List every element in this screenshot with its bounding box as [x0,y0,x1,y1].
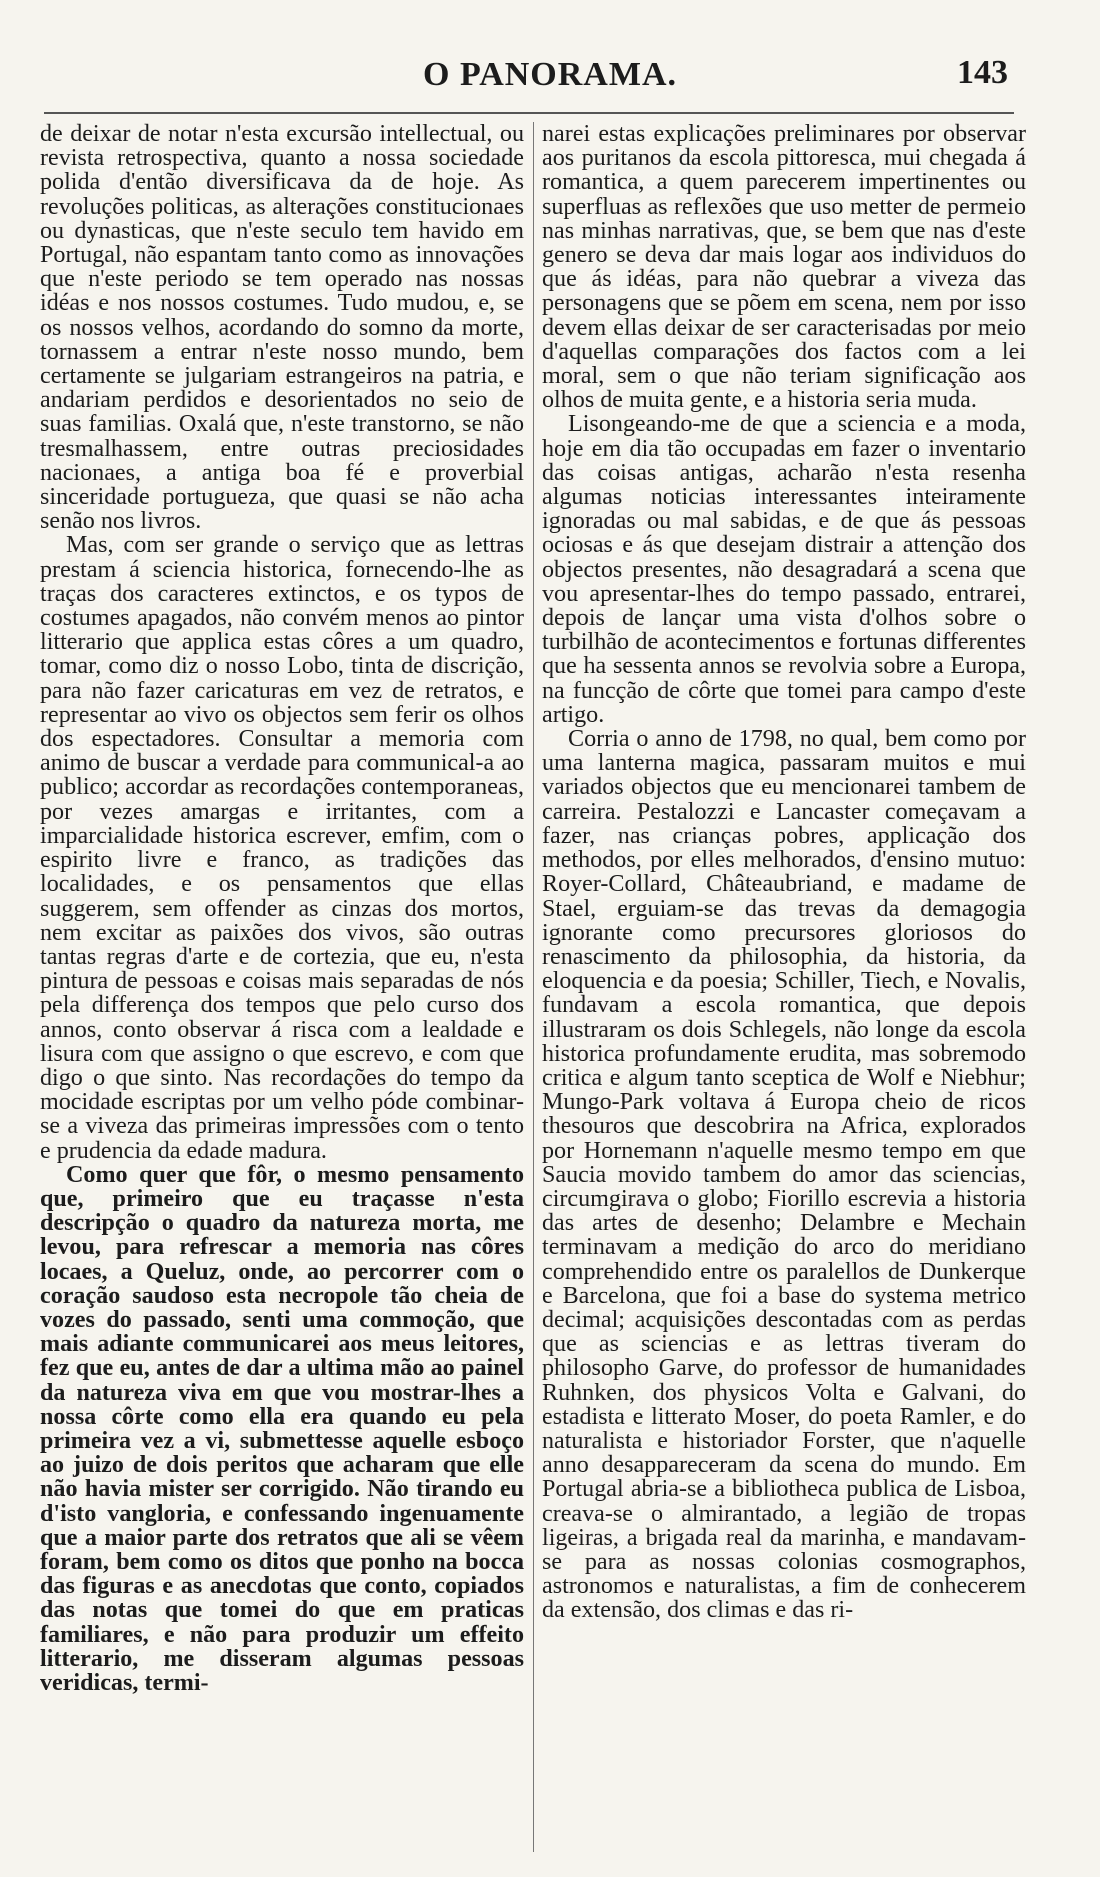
page-header [0,48,1100,108]
right-paragraph-1: narei estas explicações preliminares por observar aos puritanos da escola pittoresca, mui chegada á romantica, a quem parecerem impertinentes ou superfluas as reflexões que uso metter de permeio nas minhas narrativas, que, se bem que nas d'este genero se deva dar mais logar aos individuos do que ás idéas, para não quebrar a viveza das personagens que se põem em scena, nem por isso devem ellas deixar de ser caracterisadas por meio d'aquellas comparações dos factos com a lei moral, sem o que não teriam significação aos olhos de muita gente, e a historia seria muda. [542,122,1026,414]
left-paragraph-2: Mas, com ser grande o serviço que as lettras prestam á sciencia historica, fornecendo-lhe as traças dos caracteres extinctos, e os typos de costumes apagados, não convém menos ao pintor litterario que applica estas côres a um quadro, tomar, como diz o nosso Lobo, tinta de discrição, para não fazer caricaturas em vez de retratos, e representar ao vivo os objectos sem ferir os olhos dos espectadores. Consultar a memoria com animo de buscar a verdade para communical-a ao publico; accordar as recordações contemporaneas, por vezes amargas e irritantes, com a imparcialidade historica escrever, emfim, com o espirito livre e franco, as tradições das localidades, e os pensamentos que ellas suggerem, sem offender as cinzas dos mortos, nem excitar as paixões dos vivos, são outras tantas regras d'arte e de cortezia, que eu, n'esta pintura de pessoas e coisas mais separadas de nós pela differença dos tempos que pelo curso dos annos, conto observar á risca com a lealdade e lisura com que assigno o que escrevo, e com que digo o que sinto. Nas recordações do tempo da mocidade escriptas por um velho póde combinar-se a viveza das primeiras impressões com o tento e prudencia da edade madura. [40,532,524,1164]
left-paragraph-3: Como quer que fôr, o mesmo pensamento que, primeiro que eu traçasse n'esta descripção o quadro da natureza morta, me levou, para refrescar a memoria nas côres locaes, a Queluz, onde, ao percorrer com o coração saudoso esta necropole tão cheia de vozes do passado, senti uma commoção, que mais adiante communicarei aos meus leitores, fez que eu, antes de dar a ultima mão ao painel da natureza viva em que vou mostrar-lhes a nossa côrte como ella era quando eu pela primeira vez a vi, submettesse aquelle esboço ao juizo de dois peritos que acharam que elle não havia mister ser corrigido. Não tirando eu d'isto vangloria, e confessando ingenuamente que a maior parte dos retratos que ali se vêem foram, bem como os ditos que ponho na bocca das figuras e as anecdotas que conto, copiados das notas que tomei do que em praticas familiares, e não para produzir um effeito litterario, me disseram algumas pessoas veridicas, termi- [40,1161,524,1696]
right-paragraph-2: Lisongeando-me de que a sciencia e a moda, hoje em dia tão occupadas em fazer o inventario das coisas antigas, acharão n'esta resenha algumas noticias interessantes inteiramente ignoradas ou mal sabidas, e de que ás pessoas ociosas e ás que desejam distrair a attenção dos objectos presentes, não desagradará a scena que vou apresentar-lhes do tempo passado, entrarei, depois de lançar uma vista d'olhos sobre o turbilhão de acontecimentos e fortunas differentes que ha sessenta annos se revolvia sobre a Europa, na funcção de côrte que tomei para campo d'este artigo. [542,411,1026,728]
masthead-title: O PANORAMA. [423,56,677,93]
left-paragraph-1: de deixar de notar n'esta excursão intellectual, ou revista retrospectiva, quanto a nossa sociedade polida d'então diversificava da de hoje. As revoluções politicas, as alterações constitucionaes ou dynasticas, que n'este seculo tem havido em Portugal, não espantam tanto como as innovações que n'este periodo se tem operado nas nossas idéas e nos nossos costumes. Tudo mudou, e, se os nossos velhos, acordando do somno da morte, tornassem a entrar n'este nosso mundo, bem certamente se julgariam estrangeiros na patria, e andariam perdidos e desorientados no seio de suas familias. Oxalá que, n'este transtorno, se não tresmalhassem, entre outras preciosidades nacionaes, a antiga boa fé e proverbial sinceridade portugueza, que quasi se não acha senão nos livros. [40,122,524,535]
left-column [40,122,524,1852]
right-paragraph-3: Corria o anno de 1798, no qual, bem como por uma lanterna magica, passaram muitos e mui variados objectos que eu mencionarei tambem de carreira. Pestalozzi e Lancaster começavam a fazer, nas crianças pobres, applicação dos methodos, por elles melhorados, d'ensino mutuo: Royer-Collard, Châteaubriand, e madame de Stael, erguiam-se das trevas da demagogia ignorante como precursores gloriosos do renascimento da philosophia, da historia, da eloquencia e da poesia; Schiller, Tiech, e Novalis, fundavam a escola romantica, que depois illustraram os dois Schlegels, não longe da escola historica profundamente erudita, mas sobremodo critica e algum tanto sceptica de Wolf e Niebhur; Mungo-Park voltava á Europa cheio de ricos thesouros que descobrira na Africa, explorados por Hornemann n'aquelle mesmo tempo em que Saucia movido tambem do amor das sciencias, circumgirava o globo; Fiorillo escrevia a historia das artes de desenho; Delambre e Mechain terminavam a medição do arco do meridiano comprehendido entre os paralellos de Dunkerque e Barcelona, que foi a base do systema metrico decimal; acquisições descontadas com as perdas que as sciencias e as lettras tiveram do philosopho Garve, do professor de humanidades Ruhnken, dos physicos Volta e Galvani, do estadista e litterato Moser, do poeta Ramler, e do naturalista e historiador Forster, que n'aquelle anno desappareceram da scena do mundo. Em Portugal abria-se a bibliotheca publica de Lisboa, creava-se o almirantado, a legião de tropas ligeiras, a brigada real da marinha, e mandavam-se para as nossas colonias cosmographos, astronomos e naturalistas, a fim de conhecerem da extensão, dos climas e das ri- [542,726,1026,1624]
right-column [542,122,1026,1852]
column-divider [533,122,534,1852]
page-number: 143 [957,54,1008,91]
header-rule [44,112,1014,114]
